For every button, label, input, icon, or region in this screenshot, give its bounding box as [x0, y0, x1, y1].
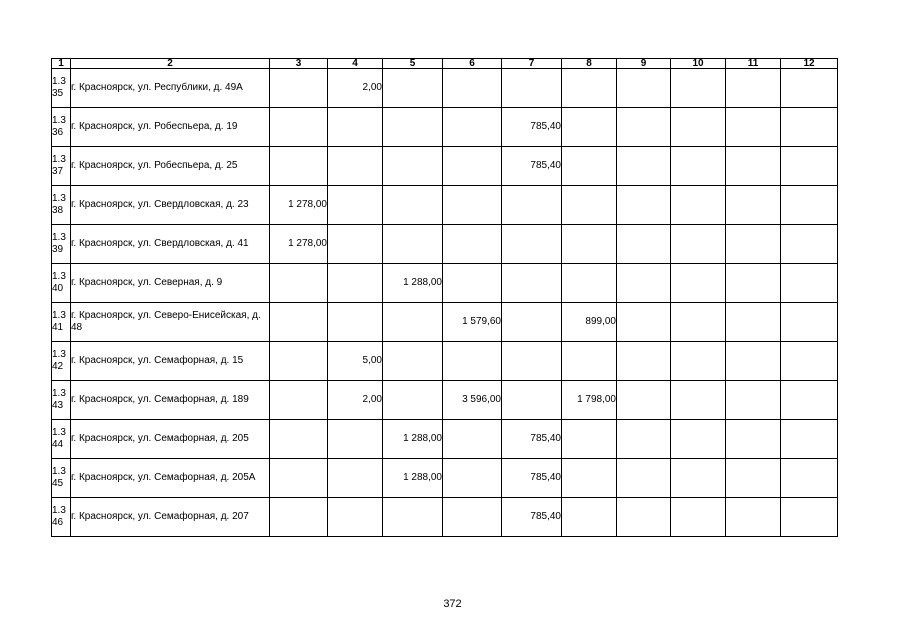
value-cell-col-10 [671, 342, 726, 381]
table-row [52, 225, 838, 264]
column-header-9: 9 [617, 59, 671, 69]
address-cell: г. Красноярск, ул. Свердловская, д. 41 [71, 225, 270, 264]
value-cell-col-7: 785,40 [502, 108, 562, 147]
value-cell-col-10 [671, 225, 726, 264]
column-header-8: 8 [562, 59, 617, 69]
value-cell-col-8: 1 798,00 [562, 381, 617, 420]
address-cell: г. Красноярск, ул. Семафорная, д. 189 [71, 381, 270, 420]
value-cell-col-5: 1 288,00 [383, 264, 443, 303]
value-cell-col-3 [270, 342, 328, 381]
value-cell-col-3 [270, 69, 328, 108]
row-index-cell: 1.3 35 [52, 69, 71, 108]
address-cell: г. Красноярск, ул. Робеспьера, д. 19 [71, 108, 270, 147]
value-cell-col-12 [781, 264, 838, 303]
value-cell-col-3 [270, 381, 328, 420]
value-cell-col-12 [781, 225, 838, 264]
value-cell-col-4 [328, 225, 383, 264]
table-row [52, 303, 838, 342]
value-cell-col-7: 785,40 [502, 147, 562, 186]
value-cell-col-6 [443, 420, 502, 459]
value-cell-col-11 [726, 498, 781, 537]
table-row [52, 186, 838, 225]
value-cell-col-12 [781, 498, 838, 537]
value-cell-col-4 [328, 264, 383, 303]
value-cell-col-9 [617, 303, 671, 342]
data-table [51, 58, 838, 537]
value-cell-col-8 [562, 498, 617, 537]
table-row [52, 69, 838, 108]
value-cell-col-12 [781, 381, 838, 420]
value-cell-col-5 [383, 69, 443, 108]
value-cell-col-10 [671, 303, 726, 342]
row-index-cell: 1.3 40 [52, 264, 71, 303]
value-cell-col-3 [270, 303, 328, 342]
value-cell-col-8 [562, 225, 617, 264]
value-cell-col-5 [383, 342, 443, 381]
value-cell-col-3: 1 278,00 [270, 225, 328, 264]
value-cell-col-8 [562, 108, 617, 147]
value-cell-col-8 [562, 69, 617, 108]
value-cell-col-11 [726, 225, 781, 264]
value-cell-col-11 [726, 147, 781, 186]
value-cell-col-5 [383, 186, 443, 225]
value-cell-col-6 [443, 108, 502, 147]
column-header-6: 6 [443, 59, 502, 69]
row-index-cell: 1.3 39 [52, 225, 71, 264]
value-cell-col-8 [562, 342, 617, 381]
address-cell: г. Красноярск, ул. Робеспьера, д. 25 [71, 147, 270, 186]
value-cell-col-5 [383, 303, 443, 342]
value-cell-col-6 [443, 264, 502, 303]
table-row [52, 459, 838, 498]
value-cell-col-3 [270, 108, 328, 147]
value-cell-col-6 [443, 342, 502, 381]
column-header-12: 12 [781, 59, 838, 69]
value-cell-col-9 [617, 69, 671, 108]
value-cell-col-6: 3 596,00 [443, 381, 502, 420]
row-index-cell: 1.3 38 [52, 186, 71, 225]
value-cell-col-11 [726, 420, 781, 459]
table-row [52, 342, 838, 381]
value-cell-col-7 [502, 342, 562, 381]
value-cell-col-8 [562, 147, 617, 186]
address-cell: г. Красноярск, ул. Семафорная, д. 205А [71, 459, 270, 498]
value-cell-col-9 [617, 108, 671, 147]
address-cell: г. Красноярск, ул. Семафорная, д. 15 [71, 342, 270, 381]
value-cell-col-9 [617, 420, 671, 459]
table-row [52, 420, 838, 459]
table-header-row [52, 59, 838, 69]
value-cell-col-11 [726, 381, 781, 420]
value-cell-col-11 [726, 459, 781, 498]
value-cell-col-10 [671, 264, 726, 303]
table-row [52, 498, 838, 537]
value-cell-col-10 [671, 498, 726, 537]
value-cell-col-7 [502, 381, 562, 420]
value-cell-col-4 [328, 108, 383, 147]
table-row [52, 264, 838, 303]
address-cell: г. Красноярск, ул. Свердловская, д. 23 [71, 186, 270, 225]
value-cell-col-7: 785,40 [502, 498, 562, 537]
value-cell-col-3 [270, 264, 328, 303]
value-cell-col-6 [443, 225, 502, 264]
column-header-7: 7 [502, 59, 562, 69]
value-cell-col-12 [781, 342, 838, 381]
row-index-cell: 1.3 37 [52, 147, 71, 186]
value-cell-col-6: 1 579,60 [443, 303, 502, 342]
value-cell-col-5 [383, 225, 443, 264]
value-cell-col-7: 785,40 [502, 459, 562, 498]
address-cell: г. Красноярск, ул. Северо-Енисейская, д. 48 [71, 303, 270, 342]
value-cell-col-8 [562, 420, 617, 459]
value-cell-col-4: 2,00 [328, 69, 383, 108]
column-header-2: 2 [71, 59, 270, 69]
value-cell-col-7: 785,40 [502, 420, 562, 459]
column-header-5: 5 [383, 59, 443, 69]
value-cell-col-7 [502, 69, 562, 108]
value-cell-col-4 [328, 147, 383, 186]
value-cell-col-9 [617, 381, 671, 420]
value-cell-col-12 [781, 147, 838, 186]
table-row [52, 147, 838, 186]
value-cell-col-4 [328, 498, 383, 537]
value-cell-col-12 [781, 420, 838, 459]
value-cell-col-6 [443, 186, 502, 225]
value-cell-col-9 [617, 342, 671, 381]
row-index-cell: 1.3 41 [52, 303, 71, 342]
value-cell-col-4: 5,00 [328, 342, 383, 381]
value-cell-col-3 [270, 420, 328, 459]
row-index-cell: 1.3 46 [52, 498, 71, 537]
value-cell-col-9 [617, 186, 671, 225]
value-cell-col-4 [328, 420, 383, 459]
value-cell-col-7 [502, 264, 562, 303]
value-cell-col-12 [781, 303, 838, 342]
address-cell: г. Красноярск, ул. Северная, д. 9 [71, 264, 270, 303]
value-cell-col-7 [502, 303, 562, 342]
value-cell-col-11 [726, 342, 781, 381]
column-header-4: 4 [328, 59, 383, 69]
value-cell-col-3: 1 278,00 [270, 186, 328, 225]
value-cell-col-11 [726, 69, 781, 108]
address-cell: г. Красноярск, ул. Семафорная, д. 205 [71, 420, 270, 459]
value-cell-col-12 [781, 459, 838, 498]
value-cell-col-9 [617, 498, 671, 537]
value-cell-col-10 [671, 420, 726, 459]
value-cell-col-11 [726, 186, 781, 225]
value-cell-col-8 [562, 264, 617, 303]
value-cell-col-5 [383, 108, 443, 147]
value-cell-col-8 [562, 459, 617, 498]
value-cell-col-11 [726, 303, 781, 342]
value-cell-col-10 [671, 69, 726, 108]
value-cell-col-10 [671, 381, 726, 420]
row-index-cell: 1.3 45 [52, 459, 71, 498]
value-cell-col-5 [383, 147, 443, 186]
row-index-cell: 1.3 43 [52, 381, 71, 420]
value-cell-col-9 [617, 147, 671, 186]
value-cell-col-4 [328, 186, 383, 225]
value-cell-col-9 [617, 225, 671, 264]
value-cell-col-10 [671, 186, 726, 225]
value-cell-col-5: 1 288,00 [383, 459, 443, 498]
value-cell-col-9 [617, 459, 671, 498]
value-cell-col-4 [328, 459, 383, 498]
value-cell-col-8: 899,00 [562, 303, 617, 342]
value-cell-col-6 [443, 69, 502, 108]
value-cell-col-12 [781, 186, 838, 225]
row-index-cell: 1.3 36 [52, 108, 71, 147]
column-header-3: 3 [270, 59, 328, 69]
row-index-cell: 1.3 42 [52, 342, 71, 381]
value-cell-col-6 [443, 498, 502, 537]
value-cell-col-5: 1 288,00 [383, 420, 443, 459]
value-cell-col-3 [270, 459, 328, 498]
column-header-11: 11 [726, 59, 781, 69]
value-cell-col-6 [443, 147, 502, 186]
row-index-cell: 1.3 44 [52, 420, 71, 459]
value-cell-col-5 [383, 498, 443, 537]
value-cell-col-11 [726, 108, 781, 147]
value-cell-col-9 [617, 264, 671, 303]
value-cell-col-4: 2,00 [328, 381, 383, 420]
table-row [52, 108, 838, 147]
value-cell-col-8 [562, 186, 617, 225]
table-row [52, 381, 838, 420]
value-cell-col-4 [328, 303, 383, 342]
value-cell-col-5 [383, 381, 443, 420]
value-cell-col-6 [443, 459, 502, 498]
column-header-1: 1 [52, 59, 71, 69]
value-cell-col-7 [502, 186, 562, 225]
value-cell-col-12 [781, 108, 838, 147]
value-cell-col-7 [502, 225, 562, 264]
page-number: 372 [443, 598, 462, 610]
value-cell-col-3 [270, 147, 328, 186]
value-cell-col-12 [781, 69, 838, 108]
value-cell-col-10 [671, 459, 726, 498]
value-cell-col-11 [726, 264, 781, 303]
value-cell-col-10 [671, 108, 726, 147]
value-cell-col-10 [671, 147, 726, 186]
address-cell: г. Красноярск, ул. Семафорная, д. 207 [71, 498, 270, 537]
address-cell: г. Красноярск, ул. Республики, д. 49А [71, 69, 270, 108]
value-cell-col-3 [270, 498, 328, 537]
column-header-10: 10 [671, 59, 726, 69]
